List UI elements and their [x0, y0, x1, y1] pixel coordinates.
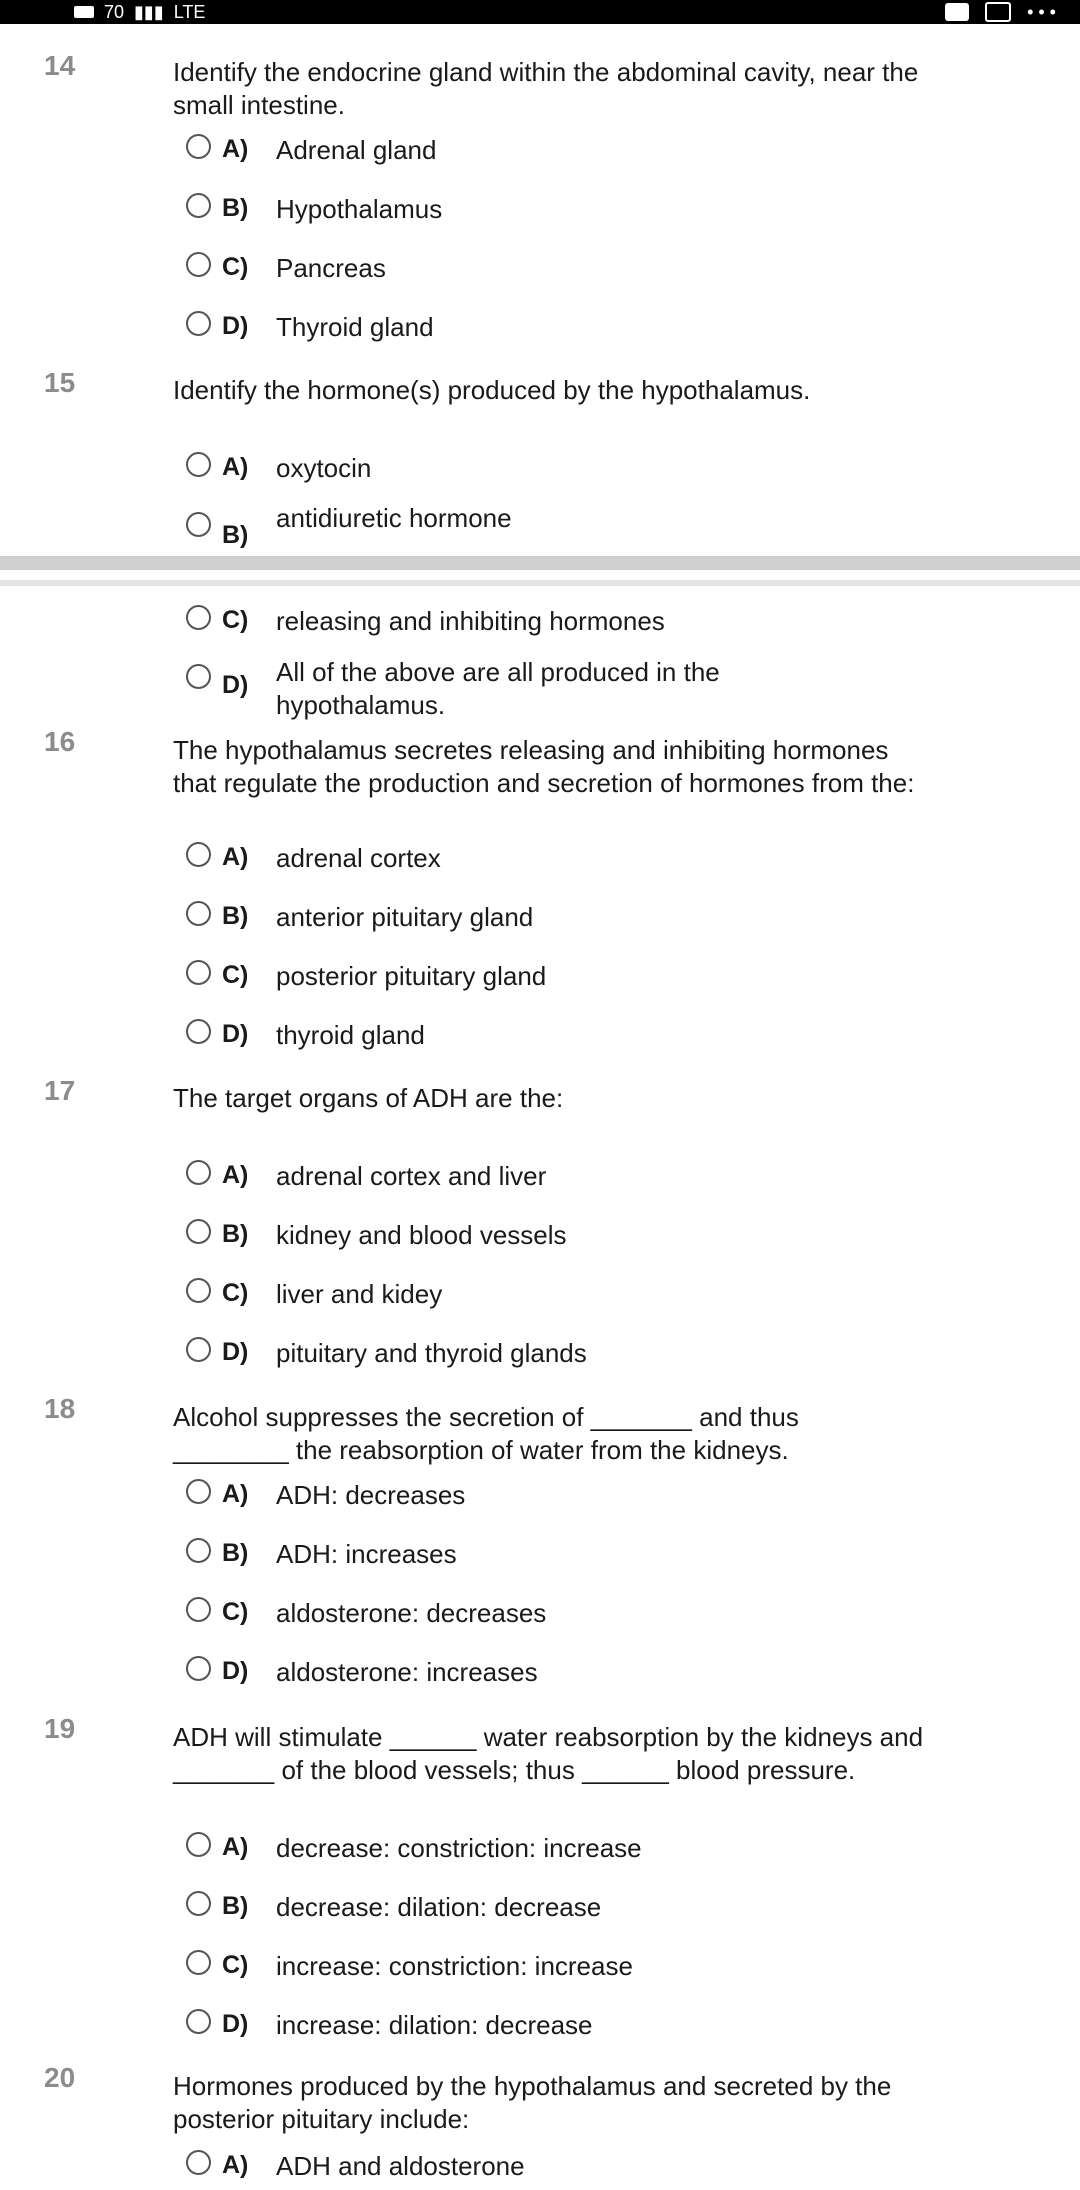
option-letter: D) [222, 1020, 249, 1048]
option-letter: C) [222, 253, 249, 281]
option-text: thyroid gland [276, 1020, 425, 1050]
option-letter: D) [222, 312, 249, 340]
question-text: Identify the hormone(s) produced by the hypothalamus. [173, 375, 811, 405]
option-text: aldosterone: decreases [276, 1598, 547, 1628]
radio-button[interactable] [186, 452, 211, 477]
question-text: The target organs of ADH are the: [173, 1083, 564, 1113]
option-letter: A) [222, 1161, 249, 1189]
option-letter: B) [222, 902, 249, 930]
option-text: Adrenal gland [276, 135, 437, 165]
option-letter: D) [222, 1657, 249, 1685]
question-text: The hypothalamus secretes releasing and inhibiting hormones that regulate the production and secretion of hormones from the: [173, 735, 915, 798]
option-letter: B) [222, 194, 249, 222]
radio-button[interactable] [186, 1538, 211, 1563]
option-text: Thyroid gland [276, 312, 434, 342]
signal-icon: ▮▮▮ [134, 2, 164, 22]
question-text: Identify the endocrine gland within the abdominal cavity, near the small intestine. [173, 57, 919, 120]
option-text: posterior pituitary gland [276, 961, 547, 991]
option-text: adrenal cortex [276, 843, 441, 873]
status-time: 70 [104, 2, 125, 22]
option-letter: C) [222, 1951, 249, 1979]
option-text: adrenal cortex and liver [276, 1161, 547, 1191]
status-bar [0, 0, 1080, 24]
option-text: pituitary and thyroid glands [276, 1338, 587, 1368]
question-number: 16 [44, 726, 76, 757]
screen-icon [985, 2, 1011, 22]
option-text: Pancreas [276, 253, 386, 283]
option-letter: D) [222, 1338, 249, 1366]
question-number: 14 [44, 50, 76, 81]
option-letter: C) [222, 606, 249, 634]
question-number: 15 [44, 367, 76, 398]
notification-icon [945, 3, 969, 21]
radio-button[interactable] [186, 1950, 211, 1975]
option-letter: A) [222, 135, 249, 163]
radio-button[interactable] [186, 901, 211, 926]
radio-button[interactable] [186, 1832, 211, 1857]
option-letter: D) [222, 2010, 249, 2038]
question-text: Alcohol suppresses the secretion of _______ and thus ________ the reabsorption of water from the kidneys. [173, 1402, 799, 1465]
option-text: anterior pituitary gland [276, 902, 534, 932]
radio-button[interactable] [186, 960, 211, 985]
radio-button[interactable] [186, 1479, 211, 1504]
option-text: kidney and blood vessels [276, 1220, 567, 1250]
radio-button[interactable] [186, 1219, 211, 1244]
battery-icon [74, 6, 94, 18]
radio-button[interactable] [186, 842, 211, 867]
option-text: ADH and aldosterone [276, 2151, 525, 2181]
radio-button[interactable] [186, 2150, 211, 2175]
radio-button[interactable] [186, 1278, 211, 1303]
radio-button[interactable] [186, 605, 211, 630]
question-number: 18 [44, 1393, 76, 1424]
option-text: decrease: dilation: decrease [276, 1892, 602, 1922]
option-letter: C) [222, 961, 249, 989]
option-text: Hypothalamus [276, 194, 443, 224]
radio-button[interactable] [186, 193, 211, 218]
radio-button[interactable] [186, 1891, 211, 1916]
option-text: liver and kidey [276, 1279, 443, 1309]
page-break-divider [0, 556, 1080, 590]
question-text: ADH will stimulate ______ water reabsorption by the kidneys and _______ of the blood vessels; thus ______ blood pressure. [173, 1722, 924, 1785]
option-text: decrease: constriction: increase [276, 1833, 642, 1863]
option-text: increase: constriction: increase [276, 1951, 633, 1981]
option-text: aldosterone: increases [276, 1657, 538, 1687]
radio-button[interactable] [186, 1160, 211, 1185]
option-text: oxytocin [276, 453, 372, 483]
option-letter: A) [222, 453, 249, 481]
option-letter: B) [222, 521, 249, 549]
radio-button[interactable] [186, 311, 211, 336]
option-letter: A) [222, 843, 249, 871]
dots-icon: • • • [1027, 1, 1056, 22]
option-text: ADH: decreases [276, 1480, 466, 1510]
option-letter: C) [222, 1598, 249, 1626]
radio-button[interactable] [186, 512, 211, 537]
option-text: ADH: increases [276, 1539, 457, 1569]
option-letter: D) [222, 671, 249, 699]
network-type: LTE [173, 2, 206, 22]
radio-button[interactable] [186, 1597, 211, 1622]
option-letter: A) [222, 2151, 249, 2179]
question-text: Hormones produced by the hypothalamus and secreted by the posterior pituitary include: [173, 2071, 892, 2134]
option-letter: C) [222, 1279, 249, 1307]
option-text: All of the above are all produced in the hypothalamus. [276, 657, 720, 720]
status-left [74, 0, 205, 24]
option-letter: A) [222, 1833, 249, 1861]
question-number: 17 [44, 1075, 76, 1106]
option-letter: B) [222, 1220, 249, 1248]
radio-button[interactable] [186, 664, 211, 689]
status-right [945, 0, 1056, 24]
option-letter: B) [222, 1539, 249, 1567]
radio-button[interactable] [186, 1019, 211, 1044]
question-number: 19 [44, 1713, 76, 1744]
option-text: increase: dilation: decrease [276, 2010, 593, 2040]
option-text: releasing and inhibiting hormones [276, 606, 665, 636]
option-letter: B) [222, 1892, 249, 1920]
option-letter: A) [222, 1480, 249, 1508]
radio-button[interactable] [186, 1337, 211, 1362]
radio-button[interactable] [186, 1656, 211, 1681]
radio-button[interactable] [186, 134, 211, 159]
radio-button[interactable] [186, 252, 211, 277]
question-number: 20 [44, 2062, 76, 2093]
radio-button[interactable] [186, 2009, 211, 2034]
option-text: antidiuretic hormone [276, 503, 512, 533]
